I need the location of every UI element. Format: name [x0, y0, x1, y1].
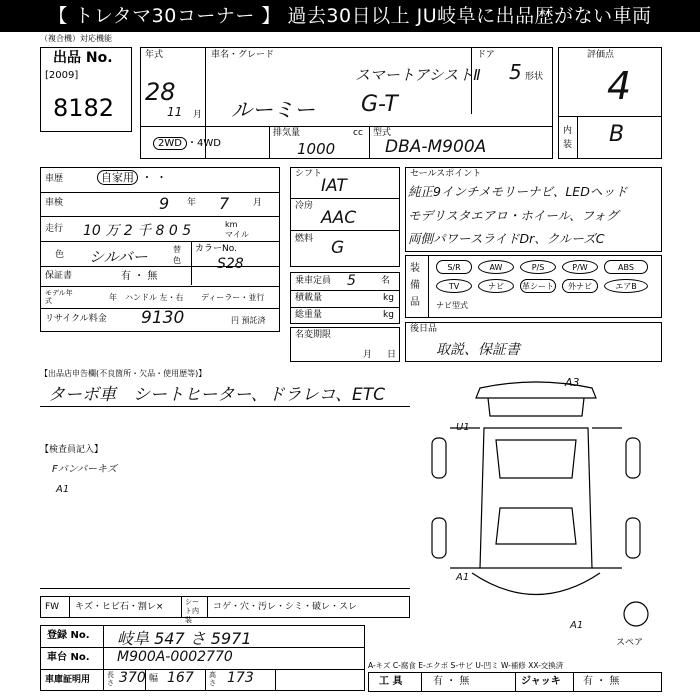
- fw-seat-row: [40, 596, 410, 624]
- dealer-label: ディーラー・並行: [201, 293, 265, 302]
- tools-label: 工 具: [379, 676, 403, 687]
- equip-ps: P/S: [520, 260, 556, 274]
- shaken-month-unit: 月: [253, 198, 263, 208]
- length-value: 370: [119, 670, 146, 686]
- reg-deadline-label: 名変期限: [295, 330, 332, 340]
- history-box: [40, 167, 280, 332]
- weight-kg: kg: [383, 310, 394, 320]
- reg-no-label: 登録 No.: [47, 630, 90, 641]
- notes-text: ターボ車 シートヒーター、ドラレコ、ETC: [48, 385, 385, 405]
- shape-label: 形状: [525, 72, 544, 82]
- equip-leather: 革シート: [520, 279, 556, 293]
- lot-box: [40, 47, 132, 132]
- capacity-label: 乗車定員: [295, 276, 332, 286]
- length-label: 長さ: [107, 671, 114, 687]
- equip-abs: ABS: [604, 260, 648, 274]
- jack-label: ジャッキ: [521, 676, 561, 687]
- mileage-km: km: [225, 220, 238, 229]
- height-value: 173: [227, 670, 254, 686]
- year-value: 28: [145, 78, 176, 106]
- model-year-unit: 年: [109, 293, 117, 302]
- equipment-box: [405, 255, 662, 318]
- color-value: シルバー: [89, 248, 148, 266]
- seat-label: シート内装: [185, 598, 199, 624]
- month-value: 11: [167, 105, 183, 119]
- header-box: [140, 47, 553, 159]
- ac-value: AAC: [321, 208, 357, 228]
- year-label: 年式: [145, 50, 164, 60]
- model-year-label: モデル年式: [45, 289, 73, 305]
- equip-aw: AW: [478, 260, 514, 274]
- shaken-label: 車検: [45, 198, 64, 208]
- capacity-unit: 名: [381, 276, 391, 286]
- interior-label: 内装: [563, 126, 573, 150]
- roof-panel: [496, 440, 576, 478]
- equipment-label: 装備品: [410, 263, 420, 308]
- type-value: DBA-M900A: [385, 137, 487, 157]
- reg-no-value: 岐阜 547 さ 5971: [117, 629, 252, 648]
- wheel-front-left: [432, 518, 446, 558]
- spare-label: スペア: [616, 638, 644, 648]
- recycle-value: 9130: [141, 308, 185, 328]
- color-no-label: カラーNo.: [195, 244, 237, 254]
- recycle-unit: 円 預託済: [231, 316, 266, 325]
- color-label: 色: [55, 250, 65, 260]
- model-name: ルーミー: [231, 98, 315, 122]
- capacity-value: 5: [347, 273, 356, 289]
- door-label: ドア: [477, 50, 495, 60]
- reg-month-unit: 月: [363, 350, 373, 360]
- lot-stamp: [2009]: [45, 70, 79, 81]
- spare-tire: [624, 602, 648, 626]
- color-sub: 替色: [173, 245, 181, 265]
- damage-a1-left: A1: [456, 572, 470, 583]
- equip-ext-navi: 外ナビ: [562, 279, 598, 293]
- damage-a1-right: A1: [570, 620, 584, 631]
- tools-value: 有 ・ 無: [433, 676, 470, 687]
- front-bumper: [472, 573, 600, 595]
- reg-day-unit: 日: [387, 350, 397, 360]
- rear-items-value: 取説、保証書: [436, 342, 520, 358]
- shaken-month: 7: [219, 194, 230, 213]
- inspector-line-1: Fバンパーキズ: [52, 464, 117, 475]
- sales-line-1: 純正9インチメモリーナビ、LEDヘッド: [408, 184, 628, 199]
- warranty-label: 保証書: [45, 271, 73, 281]
- equip-airbag: エアB: [604, 279, 648, 293]
- shaken-year: 9: [159, 194, 170, 213]
- drive-select: [153, 138, 221, 149]
- reki-label: 車歴: [45, 174, 64, 184]
- notes-underline: [40, 406, 410, 407]
- notes-label: 【出品店申告欄(不良箇所・欠品・使用歴等)】: [40, 369, 207, 378]
- recycle-label: リサイクル料金: [45, 314, 107, 324]
- damage-legend: A-キズ C-腐食 E-エクボ S-サビ U-凹ミ W-補修 XX-交換済: [368, 661, 564, 670]
- model-label: 車名・グレード: [211, 50, 275, 60]
- fw-items: キズ・ヒビ石・割レ×: [75, 602, 164, 612]
- wheel-rear-left: [432, 438, 446, 478]
- color-no-value: S28: [217, 256, 244, 272]
- equip-sr: S/R: [436, 260, 472, 274]
- reki-value: 自家用 ・ ・: [97, 172, 167, 183]
- inspector-underline: [40, 588, 410, 589]
- width-value: 167: [167, 670, 194, 686]
- sales-line-2: モデリスタエアロ・ホイール、フォグ: [408, 208, 619, 223]
- rear-glass: [488, 398, 584, 416]
- sales-label: セールスポイント: [410, 169, 482, 179]
- model-subname: スマートアシストⅡ: [355, 66, 481, 84]
- interior-value: B: [609, 122, 625, 147]
- reg-deadline-box: [290, 327, 400, 362]
- damage-a3: A3: [565, 376, 580, 389]
- rear-items-label: 後日品: [410, 324, 438, 334]
- handle-label: ハンドル 左・右: [125, 293, 184, 302]
- door-value: 5: [509, 60, 522, 84]
- lot-number: 8182: [53, 94, 115, 122]
- cert-label: 車庫証明用: [45, 675, 91, 685]
- registration-box: [40, 625, 365, 691]
- capacity-box: [290, 272, 400, 324]
- shift-box: [290, 167, 400, 267]
- equip-pw: P/W: [562, 260, 598, 274]
- side-lines: [450, 428, 622, 568]
- equip-navi: ナビ: [478, 279, 514, 293]
- type-label: 型式: [373, 128, 392, 138]
- displacement-value: 1000: [297, 140, 336, 158]
- displacement-label: 排気量: [273, 128, 301, 138]
- drive-2wd: 2WD: [153, 137, 187, 150]
- score-label: 評価点: [587, 50, 615, 60]
- sales-line-3: 両側パワースライドDr、クルーズC: [408, 231, 605, 246]
- score-value: 4: [607, 64, 632, 108]
- corner-banner: 【 トレタマ30コーナー 】 過去30日以上 JU岐阜に出品歴がない車両: [0, 0, 700, 32]
- load-label: 積載量: [295, 293, 323, 303]
- shift-label: シフト: [295, 169, 323, 179]
- equip-tv: TV: [436, 279, 472, 293]
- inspector-line-2: A1: [56, 484, 70, 495]
- rear-items-box: [405, 322, 662, 362]
- score-box: [558, 47, 662, 159]
- top-cut-text: （複合機）対応機能: [40, 34, 112, 43]
- jack-value: 有 ・ 無: [583, 676, 620, 687]
- ac-label: 冷房: [295, 201, 314, 211]
- chassis-value: M900A-0002770: [117, 649, 233, 665]
- shift-value: IAT: [321, 176, 347, 196]
- damage-u1: U1: [456, 422, 470, 433]
- hood-panel: [496, 508, 576, 544]
- mileage-value: 10 万 2 千 8 0 5: [83, 223, 192, 239]
- shaken-year-unit: 年: [187, 198, 197, 208]
- drive-4wd: ・4WD: [186, 138, 221, 149]
- height-label: 高さ: [209, 671, 216, 687]
- mileage-label: 走行: [45, 224, 64, 234]
- cc-unit: cc: [353, 128, 363, 138]
- tools-box: [368, 672, 662, 692]
- wheel-rear-right: [626, 438, 640, 478]
- mileage-mile: マイル: [225, 230, 249, 239]
- fuel-value: G: [331, 238, 345, 258]
- fuel-label: 燃料: [295, 234, 314, 244]
- width-label: 幅: [149, 674, 159, 684]
- navi-type-label: ナビ型式: [436, 301, 468, 310]
- grade-value: G-T: [361, 92, 398, 117]
- lot-label: 出品 No.: [53, 50, 113, 66]
- fw-label: FW: [45, 602, 60, 612]
- chassis-label: 車台 No.: [47, 652, 90, 663]
- inspector-label: 【検査員記入】: [40, 445, 104, 455]
- car-damage-diagram: [410, 368, 662, 630]
- month-unit: 月: [193, 110, 203, 120]
- load-kg: kg: [383, 293, 394, 303]
- wheel-front-right: [626, 518, 640, 558]
- weight-label: 総重量: [295, 310, 323, 320]
- seat-items: コゲ・穴・汚レ・シミ・破レ・スレ: [213, 602, 358, 612]
- sales-box: [405, 167, 662, 252]
- warranty-value: 有 ・ 無: [121, 271, 158, 282]
